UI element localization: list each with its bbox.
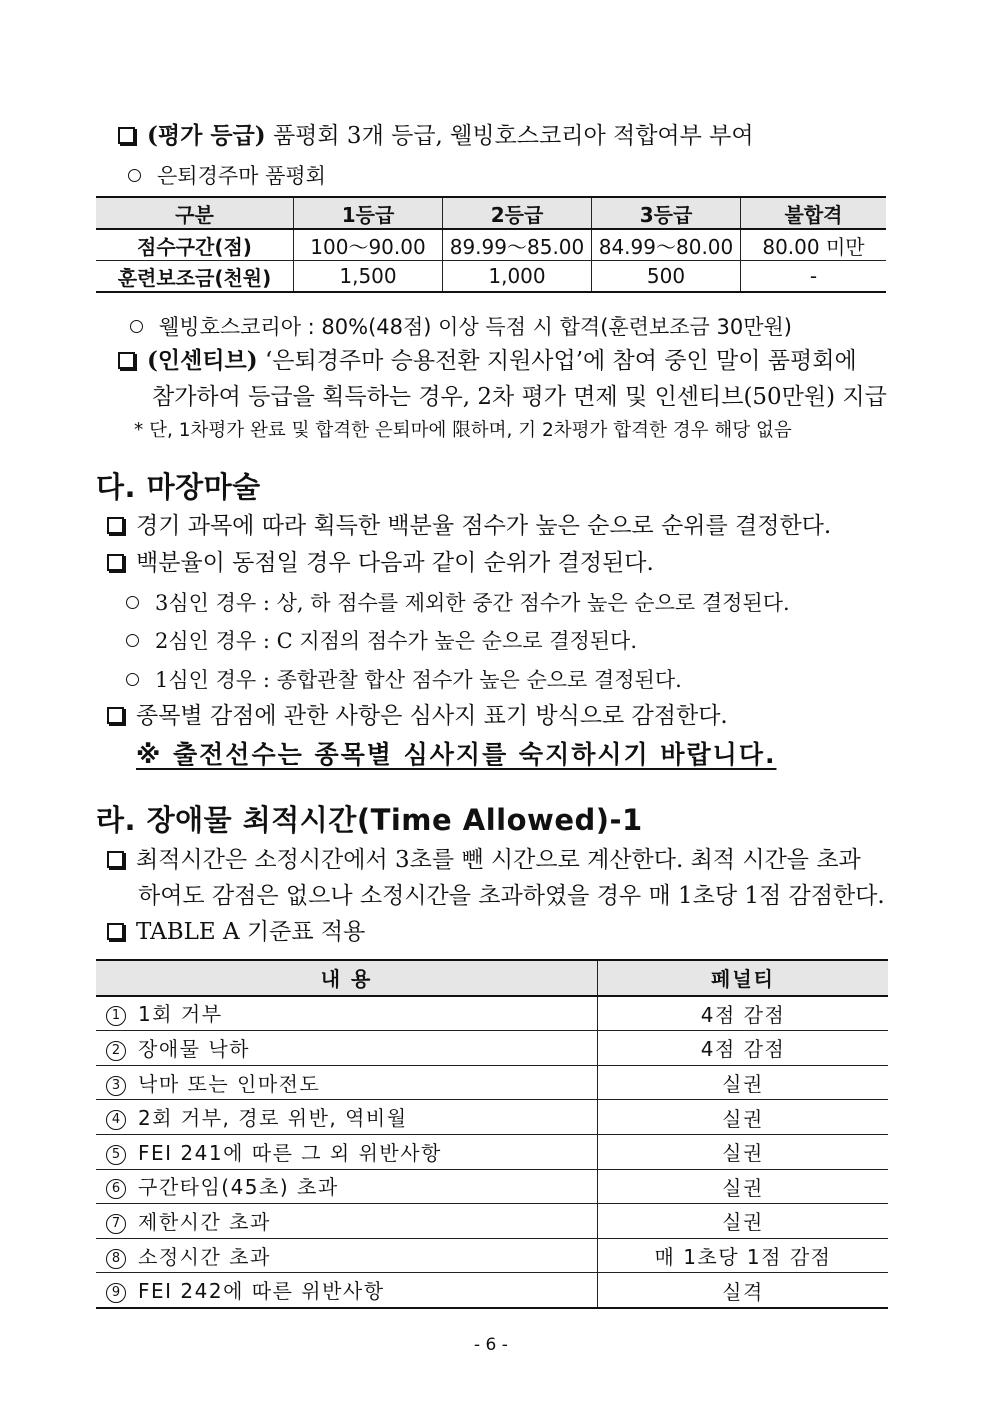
penalty-value: 4점 감점 (598, 996, 889, 1031)
ra-bullet2 (107, 913, 365, 946)
table-row (96, 1169, 888, 1204)
grading-sub (128, 160, 326, 190)
grading-note: * 단, 1차평가 완료 및 합격한 은퇴마에 限하며, 기 2차평가 합격한 경우 해당 없음 (134, 420, 792, 441)
header-content: 내 용 (96, 960, 598, 996)
circled-number: 6 (106, 1179, 126, 1199)
table-cell: 500 (592, 261, 741, 293)
penalty-value: 4점 감점 (598, 1031, 889, 1066)
incentive-line2: 참가하여 등급을 획득하는 경우, 2차 평가 면제 및 인센티브(50만원) 지급 (152, 384, 887, 410)
page-number: - 6 - (474, 1335, 508, 1355)
square-bullet-icon (107, 517, 124, 534)
section-ra-heading: 라. 장애물 최적시간(Time Allowed)-1 (96, 803, 643, 837)
circled-number: 3 (106, 1076, 126, 1096)
incentive-line1: ‘은퇴경주마 승용전환 지원사업’에 참여 중인 말이 품평회에 (257, 348, 857, 374)
penalty-item: 제한시간 초과 (138, 1209, 271, 1234)
circled-number: 9 (106, 1283, 126, 1303)
header-cell: 구분 (96, 197, 294, 229)
table-row (96, 1065, 888, 1100)
square-bullet-icon (107, 851, 124, 868)
penalty-value: 실권 (598, 1204, 889, 1239)
circled-number: 7 (106, 1214, 126, 1234)
table-row (96, 261, 886, 293)
penalty-value: 실권 (598, 1100, 889, 1135)
da-sub2 (126, 625, 637, 655)
table-cell: 1,000 (443, 261, 592, 293)
circled-number: 5 (106, 1145, 126, 1165)
penalty-value: 실격 (598, 1273, 889, 1308)
wellbeing-line (130, 311, 792, 341)
table-row (96, 1238, 888, 1273)
table-row (96, 229, 886, 261)
circle-bullet-icon (126, 634, 139, 647)
circle-bullet-icon (126, 673, 139, 686)
table-row (96, 1100, 888, 1135)
table-row (96, 1273, 888, 1308)
header-cell: 3등급 (592, 197, 741, 229)
table-row (96, 1031, 888, 1066)
penalty-item: 구간타임(45초) 초과 (138, 1175, 339, 1200)
grading-text: 품평회 3개 등급, 웰빙호스코리아 적합여부 부여 (265, 123, 754, 149)
square-bullet-icon (118, 127, 135, 144)
ra-bullet1 (107, 841, 861, 874)
penalty-table (96, 959, 888, 1309)
circled-number: 8 (106, 1249, 126, 1269)
square-bullet-icon (107, 923, 124, 940)
header-cell: 1등급 (294, 197, 443, 229)
penalty-item: 소정시간 초과 (138, 1244, 271, 1269)
penalty-value: 매 1초당 1점 감점 (598, 1238, 889, 1273)
da-bullet1 (107, 507, 831, 540)
table-cell: 84.99～80.00 (592, 229, 741, 261)
table-cell: 100～90.00 (294, 229, 443, 261)
penalty-value: 실권 (598, 1065, 889, 1100)
header-cell: 불합격 (741, 197, 887, 229)
circle-bullet-icon (130, 320, 143, 333)
table-cell: 1,500 (294, 261, 443, 293)
grading-label: (평가 등급) (147, 122, 266, 149)
table-row (96, 1134, 888, 1169)
da-bullet2-text: 백분율이 동점일 경우 다음과 같이 순위가 결정된다. (136, 550, 654, 576)
penalty-item: 장애물 낙하 (138, 1036, 250, 1061)
penalty-table-header (96, 960, 888, 996)
table-row (96, 996, 888, 1031)
da-sub3 (126, 664, 682, 694)
circle-bullet-icon (128, 169, 141, 182)
ra-bullet1-line2: 하여도 감점은 없으나 소정시간을 초과하였을 경우 매 1초당 1점 감점한다. (138, 883, 885, 909)
incentive-label: (인센티브) (147, 347, 258, 374)
circled-number: 4 (106, 1110, 126, 1130)
table-row (96, 1204, 888, 1239)
penalty-item: 낙마 또는 인마전도 (138, 1071, 321, 1096)
grading-table-header (96, 197, 886, 229)
da-sub1-text: 3심인 경우 : 상, 하 점수를 제외한 중간 점수가 높은 순으로 결정된다. (155, 591, 790, 615)
ra-bullet2-text: TABLE A 기준표 적용 (136, 919, 366, 945)
table-cell: - (741, 261, 887, 293)
penalty-value: 실권 (598, 1169, 889, 1204)
header-penalty: 페널티 (598, 960, 889, 996)
da-notice: ※ 출전선수는 종목별 심사지를 숙지하시기 바랍니다. (136, 740, 777, 769)
penalty-value: 실권 (598, 1134, 889, 1169)
square-bullet-icon (107, 707, 124, 724)
circled-number: 2 (106, 1041, 126, 1061)
square-bullet-icon (118, 352, 135, 369)
da-bullet3-text: 종목별 감점에 관한 사항은 심사지 표기 방식으로 감점한다. (136, 703, 728, 729)
da-sub2-text: 2심인 경우 : C 지점의 점수가 높은 순으로 결정된다. (155, 629, 638, 653)
header-cell: 2등급 (443, 197, 592, 229)
table-cell: 80.00 미만 (741, 229, 887, 261)
table-cell: 89.99～85.00 (443, 229, 592, 261)
da-bullet3 (107, 697, 728, 730)
da-bullet1-text: 경기 과목에 따라 획득한 백분율 점수가 높은 순으로 순위를 결정한다. (136, 513, 832, 539)
row-label: 점수구간(점) (96, 229, 294, 261)
ra-bullet1-line1: 최적시간은 소정시간에서 3초를 뺀 시간으로 계산한다. 최적 시간을 초과 (136, 847, 861, 873)
circle-bullet-icon (126, 596, 139, 609)
row-label: 훈련보조금(천원) (96, 261, 294, 293)
square-bullet-icon (107, 554, 124, 571)
incentive-bullet (118, 342, 857, 375)
wellbeing-text: 웰빙호스코리아 : 80%(48점) 이상 득점 시 합격(훈련보조금 30만원) (159, 315, 792, 339)
grading-sub-label: 은퇴경주마 품평회 (157, 164, 326, 188)
grading-bullet (118, 117, 754, 150)
section-da-heading: 다. 마장마술 (96, 470, 261, 504)
circled-number: 1 (106, 1006, 126, 1026)
penalty-item: FEI 242에 따른 위반사항 (138, 1279, 385, 1304)
da-sub3-text: 1심인 경우 : 종합관찰 합산 점수가 높은 순으로 결정된다. (155, 668, 682, 692)
da-bullet2 (107, 544, 654, 577)
penalty-item: 2회 거부, 경로 위반, 역비월 (138, 1106, 408, 1131)
da-sub1 (126, 587, 790, 617)
grading-table (96, 196, 886, 293)
penalty-item: 1회 거부 (138, 1002, 223, 1027)
penalty-item: FEI 241에 따른 그 외 위반사항 (138, 1140, 442, 1165)
